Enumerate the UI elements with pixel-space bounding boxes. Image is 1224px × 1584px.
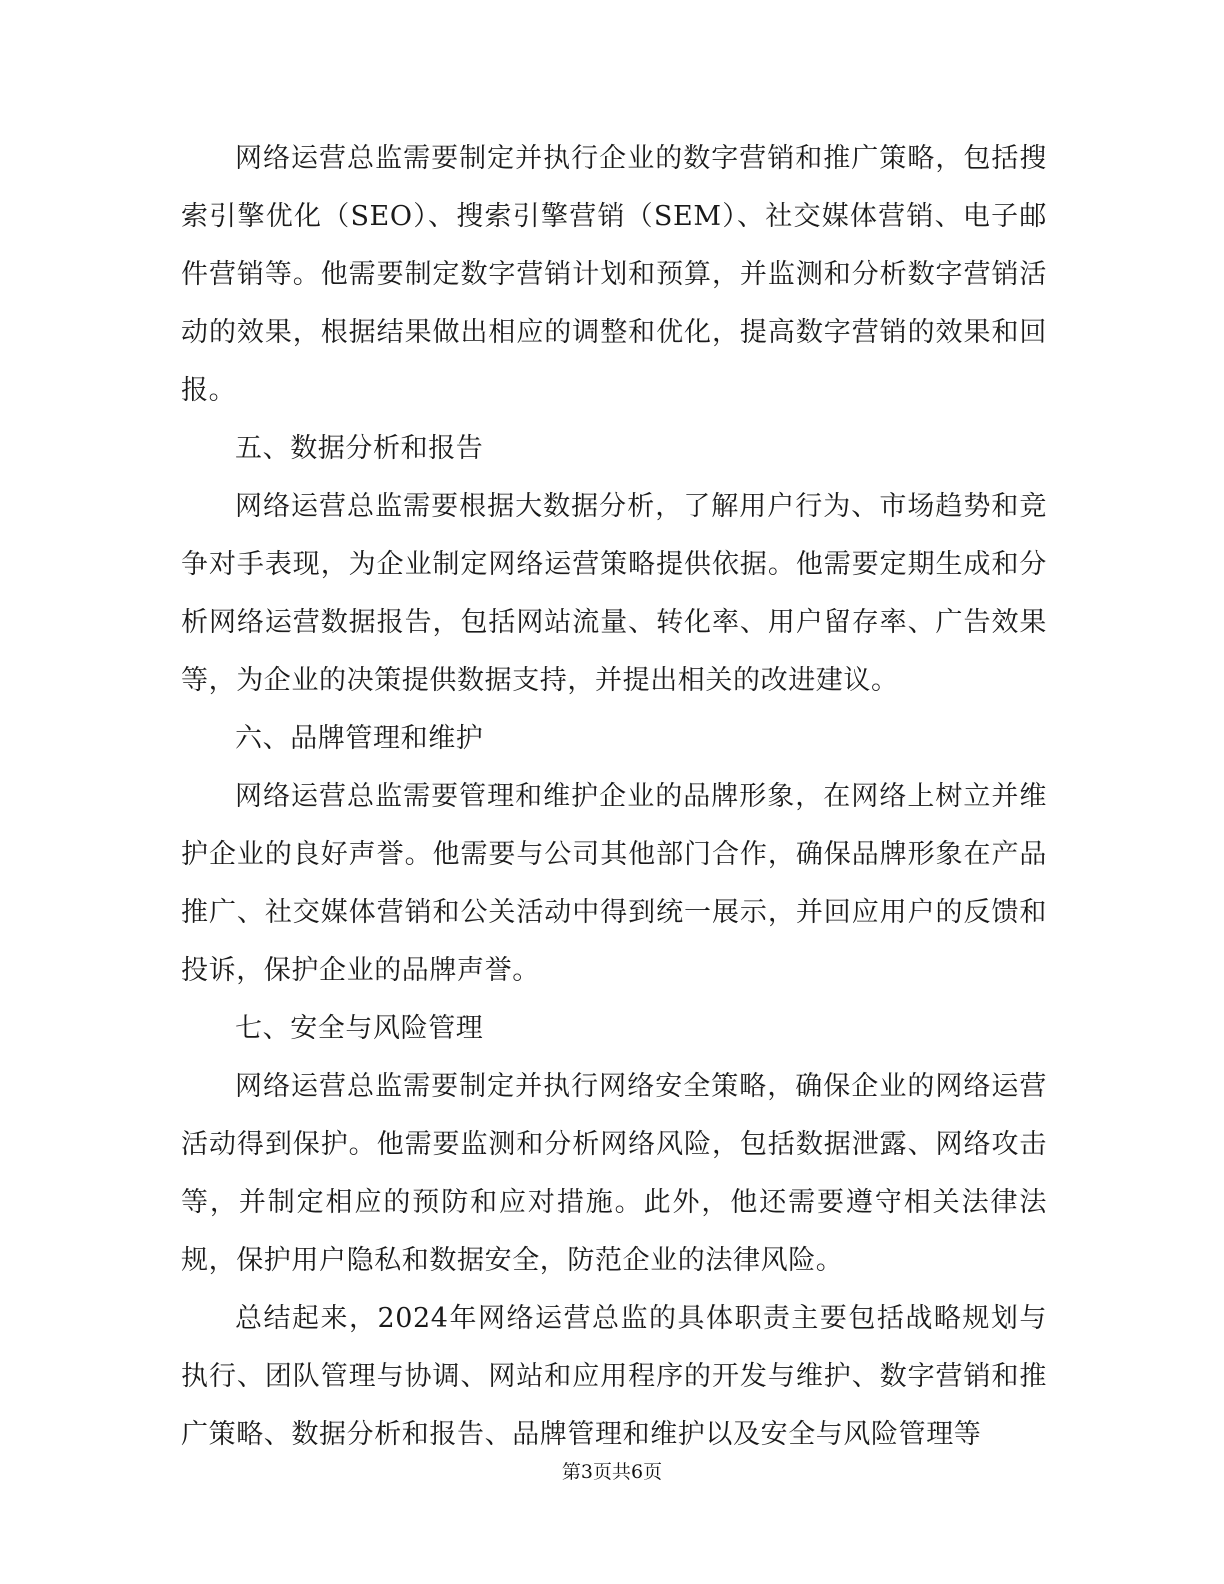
page-number-footer: 第3页共6页: [561, 1461, 663, 1483]
section-heading-security-risk: 七、安全与风险管理: [235, 1013, 484, 1044]
section-heading-brand-management: 六、品牌管理和维护: [235, 723, 484, 754]
paragraph-security-risk: 网络运营总监需要制定并执行网络安全策略，确保企业的网络运营活动得到保护。他需要监测和分析网络风险，包括数据泄露、网络攻击等，并制定相应的预防和应对措施。此外，他还需要遵守相关法律法规，保护用户隐私和数据安全，防范企业的法律风险。: [181, 1071, 1047, 1276]
paragraph-brand-management: 网络运营总监需要管理和维护企业的品牌形象，在网络上树立并维护企业的良好声誉。他需要与公司其他部门合作，确保品牌形象在产品推广、社交媒体营销和公关活动中得到统一展示，并回应用户的反馈和投诉，保护企业的品牌声誉。: [181, 781, 1047, 986]
paragraph-data-analysis: 网络运营总监需要根据大数据分析，了解用户行为、市场趋势和竞争对手表现，为企业制定网络运营策略提供依据。他需要定期生成和分析网络运营数据报告，包括网站流量、转化率、用户留存率、广告效果等，为企业的决策提供数据支持，并提出相关的改进建议。: [181, 491, 1047, 696]
paragraph-digital-marketing: 网络运营总监需要制定并执行企业的数字营销和推广策略，包括搜索引擎优化（SEO）、搜索引擎营销（SEM）、社交媒体营销、电子邮件营销等。他需要制定数字营销计划和预算，并监测和分析数字营销活动的效果，根据结果做出相应的调整和优化，提高数字营销的效果和回报。: [181, 143, 1047, 406]
document-page: [181, 130, 1047, 1464]
section-heading-data-analysis: 五、数据分析和报告: [235, 433, 484, 464]
paragraph-summary: 总结起来，2024年网络运营总监的具体职责主要包括战略规划与执行、团队管理与协调、网站和应用程序的开发与维护、数字营销和推广策略、数据分析和报告、品牌管理和维护以及安全与风险管理等: [181, 1303, 1047, 1450]
